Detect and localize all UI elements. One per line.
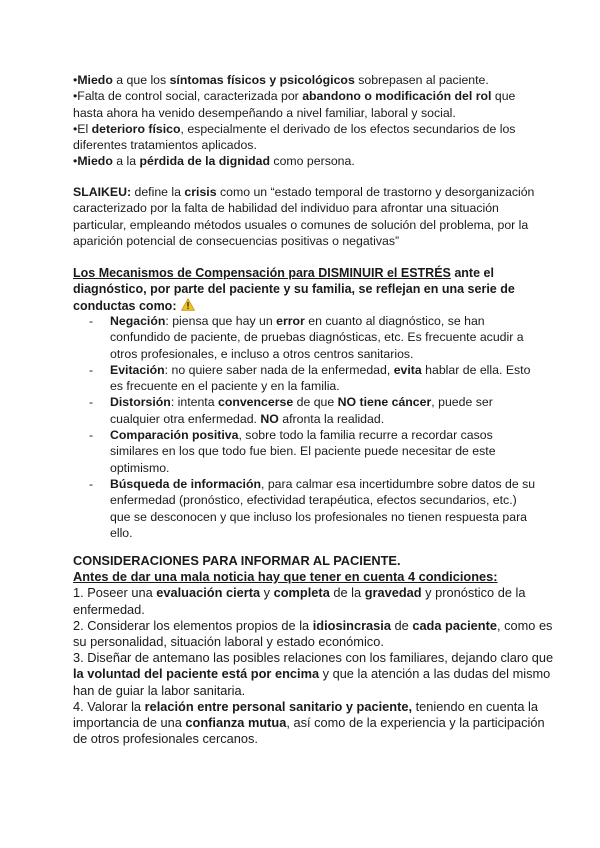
text-segment: ante el	[450, 266, 494, 280]
bold-text: deterioro físico	[91, 121, 181, 136]
text-segment: teniendo en cuenta la	[412, 698, 538, 714]
text-segment: que	[491, 89, 516, 104]
text-segment: •Falta de control social, caracterizada por	[73, 89, 303, 104]
dash-bullet: -	[89, 362, 94, 377]
text-segment: su personalidad, situación laboral y estado económico.	[73, 634, 384, 650]
bold-text: NO tiene cáncer	[337, 395, 432, 410]
dash-bullet: -	[89, 314, 94, 328]
mechanisms-heading	[73, 265, 533, 315]
text-segment: •El	[73, 121, 92, 136]
bold-text: Miedo	[77, 73, 113, 87]
fear-line	[73, 72, 533, 88]
considerations-subtitle: Antes de dar una mala noticia hay que tener en cuenta 4 condiciones:	[73, 569, 498, 585]
bold-text: Miedo	[77, 154, 113, 169]
text-segment: : no quiere saber nada de la enfermedad,	[164, 362, 394, 377]
text-segment: enfermedad (pronóstico, efectividad terapéutica, efectos secundarios, etc.)	[110, 493, 517, 508]
condition-line	[73, 683, 533, 699]
text-segment: como persona.	[270, 154, 355, 169]
text-segment: de	[390, 617, 413, 633]
text-segment: 2. Considerar los elementos propios de la	[73, 617, 313, 633]
fear-line	[73, 88, 533, 104]
bold-text: Distorsión	[110, 395, 171, 410]
bold-text: relación entre personal sanitario y paciente,	[144, 698, 413, 714]
list-item	[73, 476, 536, 541]
definition-line	[73, 233, 533, 249]
text-segment: que se desconocen y que incluso los profesionales no tienen respuesta para	[110, 509, 528, 524]
text-segment: •	[73, 73, 78, 87]
item-line	[110, 525, 533, 541]
item-line	[110, 394, 533, 410]
text-segment: y que la atención a las dudas del mismo	[319, 666, 551, 682]
bold-text: Búsqueda de información	[110, 476, 261, 491]
heading-line	[73, 265, 533, 281]
list-item	[73, 427, 533, 476]
text-segment: de que	[293, 395, 338, 410]
fears-list	[73, 72, 533, 170]
text-segment: 3. Diseñar de antemano las posibles relaciones con los familiares, dejando claro que	[73, 650, 554, 666]
text-segment: hasta ahora ha venido desempeñando a nivel familiar, laboral y social.	[73, 105, 456, 120]
heading-line	[73, 281, 533, 297]
text-segment: y	[260, 585, 274, 601]
item-line	[110, 476, 536, 492]
bold-text: error	[276, 314, 305, 328]
text-segment: : intenta	[170, 395, 218, 410]
text-segment: diferentes tratamientos aplicados.	[73, 138, 257, 153]
list-item	[73, 362, 533, 395]
bold-text: completa	[273, 585, 330, 601]
text-segment: importancia de una	[73, 715, 186, 731]
fear-line	[73, 105, 533, 121]
text-segment: diagnóstico, por parte del paciente y su familia, se reflejan en una serie de	[73, 282, 515, 297]
condition-line	[73, 666, 551, 682]
dash-bullet: -	[89, 428, 94, 443]
text-segment: enfermedad.	[73, 601, 145, 617]
fear-line	[73, 137, 533, 153]
fear-line	[73, 153, 533, 169]
condition-line	[73, 634, 533, 650]
text-segment: han de guiar la labor sanitaria.	[73, 682, 246, 698]
bold-text: NO	[260, 411, 279, 426]
condition-line	[73, 602, 533, 618]
item-line	[110, 509, 533, 525]
item-line	[110, 443, 533, 459]
bold-text: Evitación	[110, 362, 165, 377]
considerations-title: CONSIDERACIONES PARA INFORMAR AL PACIENTE.	[73, 553, 401, 568]
condition-line	[73, 585, 533, 601]
item-line	[110, 378, 533, 394]
considerations-section	[73, 553, 554, 747]
text-segment: conductas como:	[73, 298, 177, 313]
text-segment: a la	[112, 154, 140, 169]
text-segment: •	[73, 154, 78, 169]
item-line	[110, 362, 533, 378]
text-segment: 1. Poseer una	[73, 585, 157, 601]
text-segment: y pronóstico de la	[421, 585, 526, 601]
definition-line	[73, 200, 533, 216]
bold-text: convencerse	[217, 395, 294, 410]
dash-bullet: -	[89, 395, 94, 410]
item-line	[110, 346, 533, 362]
bold-text: idiosincrasia	[312, 617, 391, 633]
bold-text: crisis	[184, 185, 217, 199]
text-segment: afronta la realidad.	[278, 411, 385, 426]
item-line	[110, 313, 533, 329]
text-segment: cualquier otra enfermedad.	[110, 411, 261, 426]
condition-line	[73, 698, 538, 715]
text-segment: sobrepasen al paciente.	[354, 73, 489, 87]
mechanisms-list	[73, 313, 536, 541]
bold-text: evaluación cierta	[156, 585, 261, 601]
bold-text: síntomas físicos y psicológicos	[169, 73, 355, 87]
text-segment: confundido de paciente, de pruebas diagnósticas, etc. Es frecuente acudir a	[110, 330, 524, 345]
item-line	[110, 492, 533, 508]
dash-bullet: -	[89, 476, 94, 491]
text-segment: similares en los que todo fue bien. El paciente puede necesitar de este	[110, 444, 496, 459]
bold-text: confianza mutua	[185, 715, 287, 731]
bold-text: abandono o modificación del rol	[302, 89, 492, 104]
conditions-list	[73, 585, 554, 747]
text-segment: 4. Valorar la	[73, 698, 145, 714]
text-segment: aparición potencial de consecuencias positivas o negativas”	[73, 233, 400, 248]
text-segment: a que los	[112, 73, 170, 87]
item-line	[110, 329, 533, 345]
list-item	[73, 313, 533, 362]
text-segment: otros profesionales, e incluso a otros centros sanitarios.	[110, 346, 414, 361]
item-line	[110, 411, 533, 427]
bold-text: pérdida de la dignidad	[139, 154, 271, 169]
fear-line	[73, 121, 533, 137]
text-segment: en cuanto al diagnóstico, se han	[304, 314, 485, 328]
text-segment: , así como de la experiencia y la participación	[286, 715, 545, 731]
text-segment: , puede ser	[431, 395, 493, 410]
condition-line	[73, 617, 553, 634]
text-segment: , como es	[496, 617, 553, 633]
text-segment: particular, empleando métodos usuales o comunes de solución del problema, por la	[73, 217, 529, 232]
text-segment: Los Mecanismos de Compensación para DISMINUIR el ESTRÉS	[73, 266, 451, 280]
text-segment: caracterizado por la falta de habilidad del individuo para afrontar una situación	[73, 201, 499, 216]
condition-line	[73, 731, 533, 747]
text-segment: como un “estado temporal de trastorno y desorganización	[216, 185, 535, 199]
item-line	[110, 460, 533, 476]
text-segment: , especialmente el derivado de los efectos secundarios de los	[180, 121, 516, 136]
bold-text: SLAIKEU:	[73, 185, 132, 199]
text-segment: es frecuente en el paciente y en la familia.	[110, 379, 340, 394]
bold-text: Comparación positiva	[110, 428, 239, 443]
definition-line	[73, 217, 533, 233]
slaikeu-definition	[73, 184, 533, 249]
bold-text: gravedad	[364, 585, 422, 601]
bold-text: la voluntad del paciente está por encima	[73, 666, 320, 682]
text-segment: optimismo.	[110, 460, 170, 475]
text-segment: , sobre todo la familia recurre a recordar casos	[238, 428, 493, 443]
definition-line	[73, 184, 533, 200]
text-segment: de otros profesionales cercanos.	[73, 731, 258, 747]
list-item	[73, 394, 533, 427]
text-segment: define la	[131, 185, 185, 199]
bold-text: evita	[393, 362, 422, 377]
condition-line	[73, 650, 554, 666]
condition-line	[73, 715, 545, 731]
item-line	[110, 427, 533, 443]
bold-text: Negación	[110, 314, 166, 328]
text-segment: : piensa que hay un	[165, 314, 277, 328]
text-segment: hablar de ella. Esto	[421, 362, 531, 377]
bold-text: cada paciente	[412, 617, 497, 633]
text-segment: ello.	[110, 525, 133, 540]
text-segment: de la	[329, 585, 365, 601]
text-segment: , para calmar esa incertidumbre sobre datos de su	[261, 476, 536, 491]
